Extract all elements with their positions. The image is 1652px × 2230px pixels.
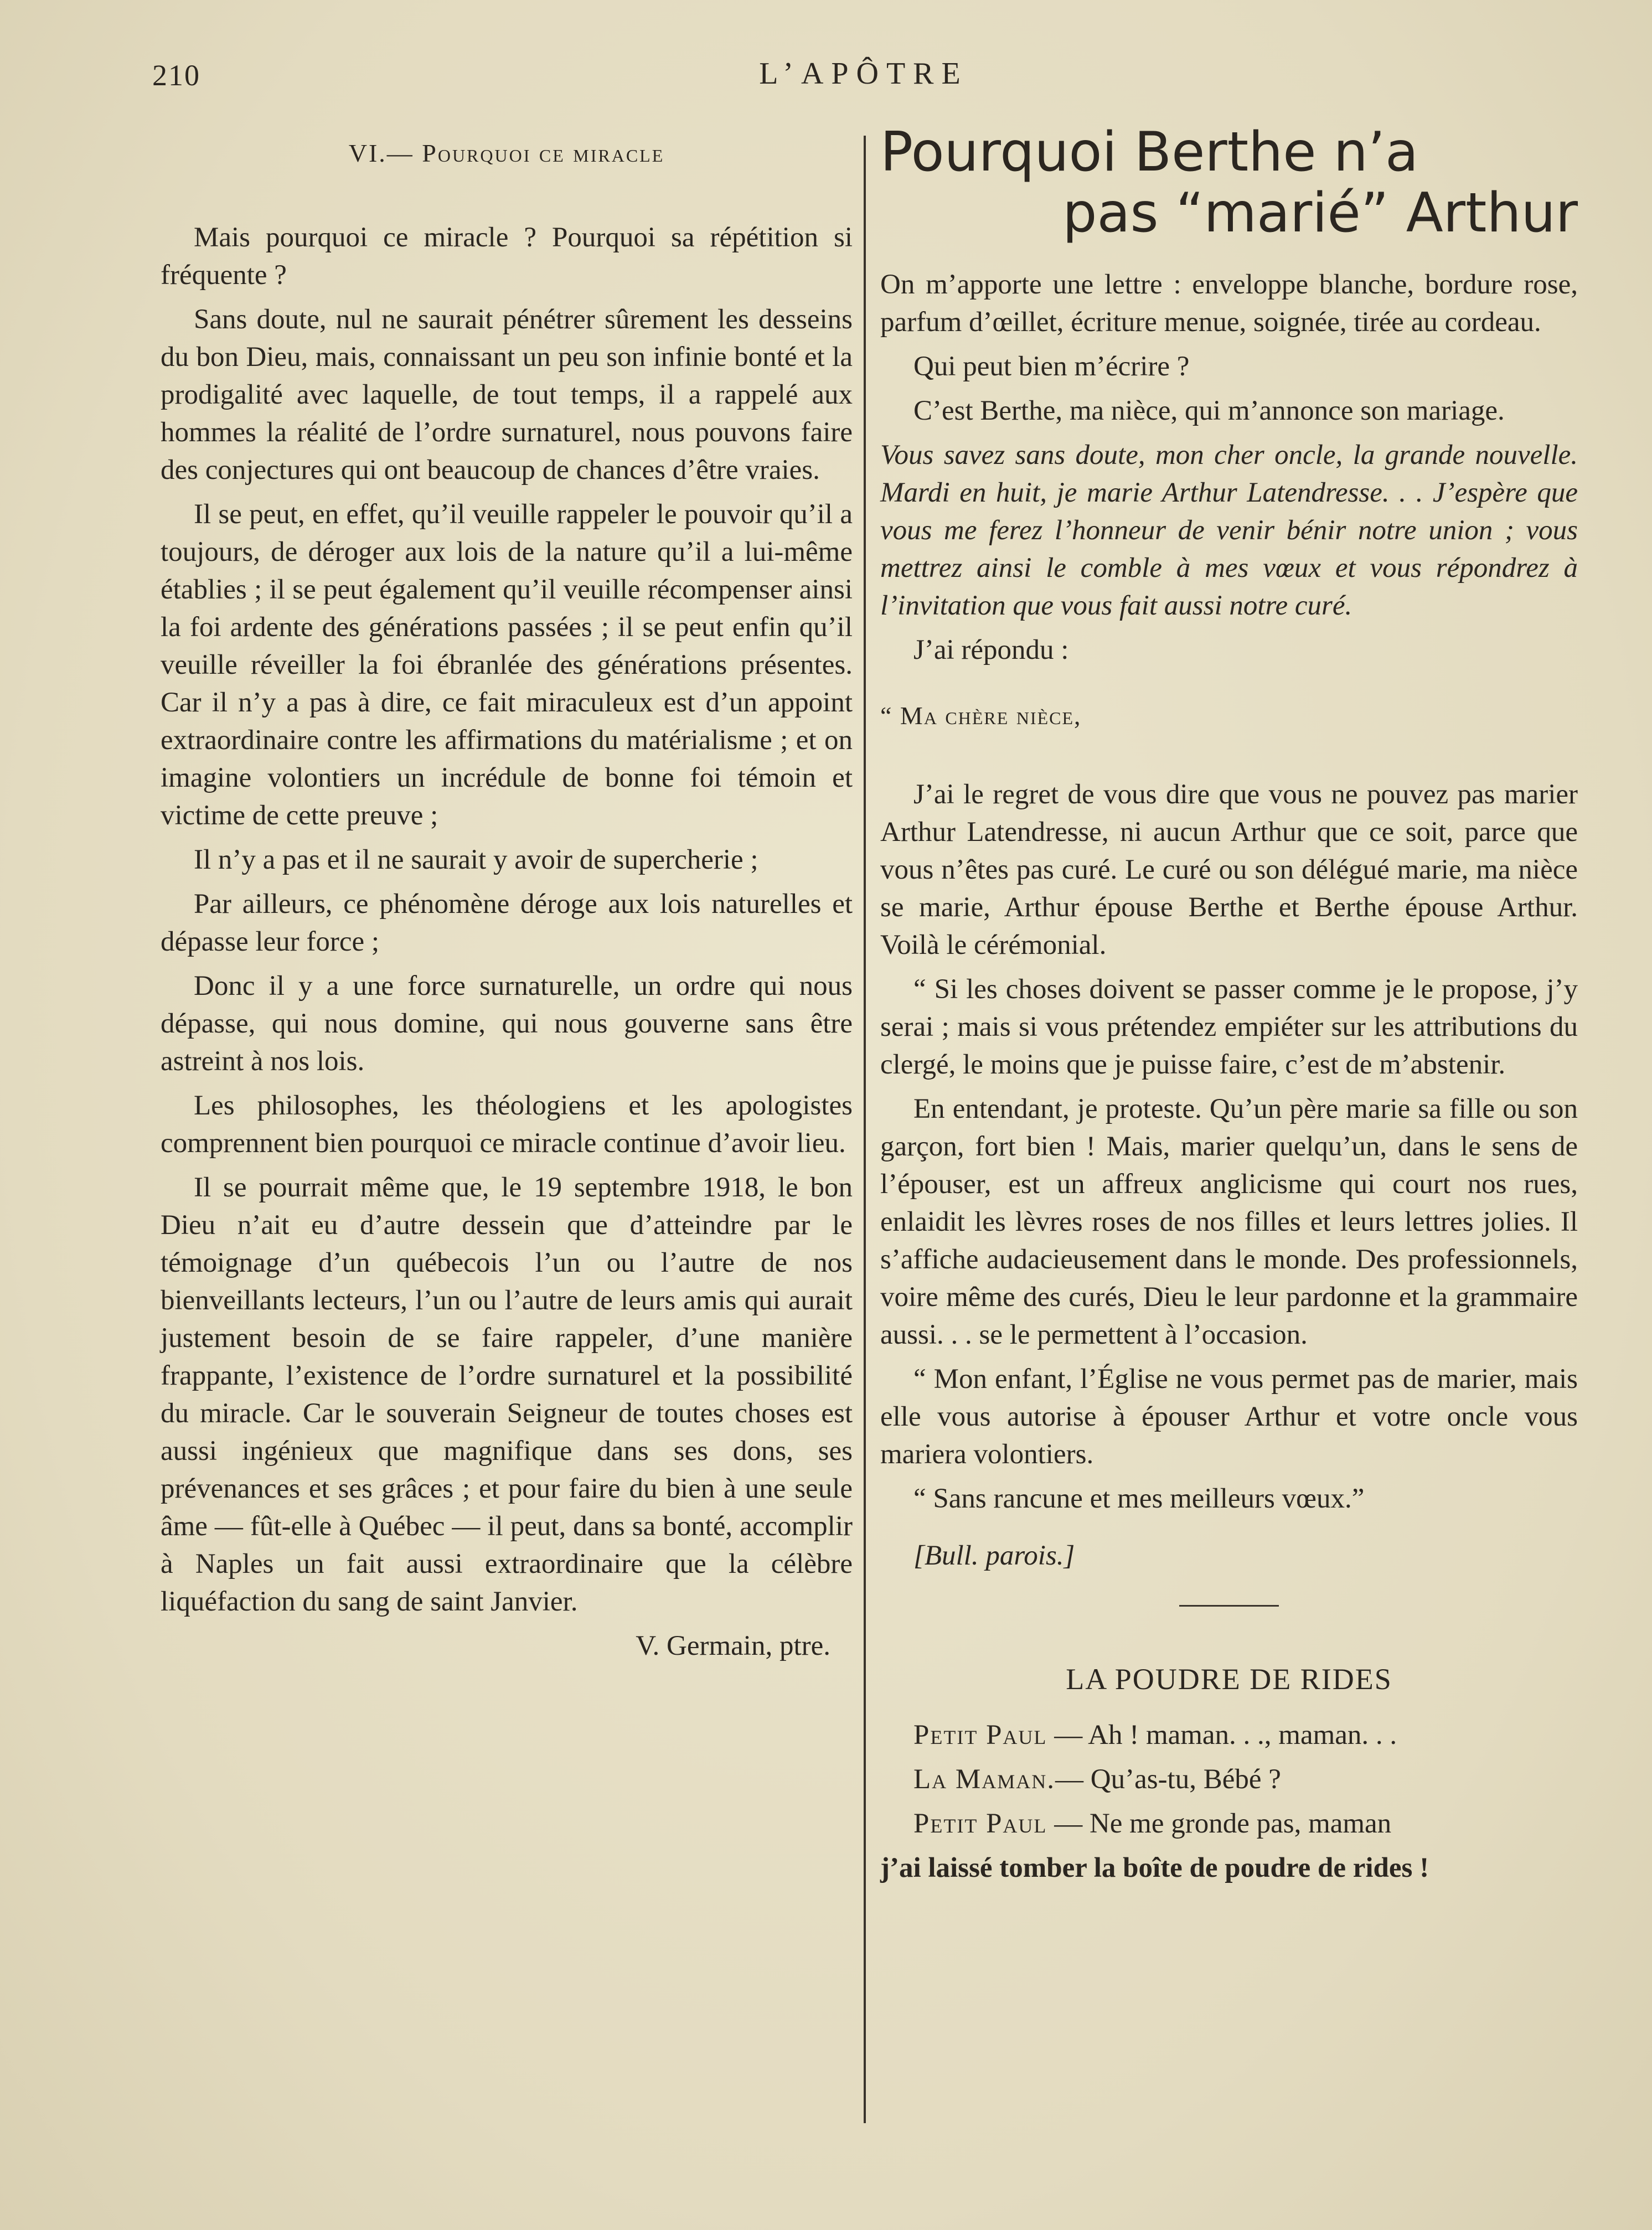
section-heading-text: VI.— Pourquoi ce miracle: [348, 139, 665, 167]
dialogue-speaker: Petit Paul: [913, 1720, 1047, 1751]
reply-intro: J’ai répondu :: [913, 634, 1069, 665]
right-paragraph: On m’apporte une lettre : enveloppe blanche, bordure rose, parfum d’œillet, écriture menue, soignée, tirée au cordeau.: [880, 269, 1578, 338]
section-rule: [1179, 1605, 1279, 1607]
dialogue-line: [880, 1761, 1578, 1798]
source-citation: [Bull. parois.]: [913, 1540, 1075, 1571]
reply-paragraph: J’ai le regret de vous dire que vous ne pouvez pas marier Arthur Latendresse, ni aucun Arthur que ce soit, parce que vous n’êtes pas curé. Le curé ou son délégué marie, ma nièce se marie, Arthur épouse Berthe et Berthe épouse Arthur. Voilà le cérémonial.: [880, 779, 1578, 961]
page-header: [152, 53, 1575, 102]
reply-paragraph: “ Mon enfant, l’Église ne vous permet pas de marier, mais elle vous autorise à épouser Arthur et votre oncle vous mariera volontiers.: [880, 1364, 1578, 1470]
right-paragraph: Qui peut bien m’écrire ?: [913, 351, 1190, 382]
right-paragraph: C’est Berthe, ma nièce, qui m’annonce son mariage.: [913, 395, 1505, 426]
reply-paragraph: “ Si les choses doivent se passer comme je le propose, j’y serai ; mais si vous prétendez empiéter sur les attributions du clergé, le moins que je puisse faire, c’est de m’abstenir.: [880, 974, 1578, 1080]
dialogue-text: — Ah ! maman. . ., maman. . .: [1047, 1720, 1397, 1751]
article-title-line-1: Pourquoi Berthe n’a: [880, 121, 1419, 184]
left-paragraph: Donc il y a une force surnaturelle, un ordre qui nous dépasse, qui nous domine, qui nous gouverne sans être astreint à nos lois.: [161, 971, 853, 1077]
page-number: 210: [152, 59, 200, 92]
left-paragraph: Il se peut, en effet, qu’il veuille rappeler le pouvoir qu’il a toujours, de déroger aux lois de la nature qu’il a lui-même établies ; il se peut également qu’il veuille récompenser ainsi la foi ardente des générations passées ; il se peut enfin qu’il veuille réveiller la foi ébranlée des générations présentes. Car il n’y a pas à dire, ce fait miraculeux est d’un appoint extraordinaire contre les affirmations du matérialisme ; et on imagine volontiers un incrédule de bonne foi témoin et victime de cette preuve ;: [161, 499, 853, 831]
dialogue-speaker: Petit Paul: [913, 1808, 1047, 1839]
salutation: “ Ma chère nièce,: [880, 701, 1082, 730]
dialogue-line: [880, 1805, 1578, 1842]
article-title: [880, 122, 1578, 244]
dialogue-text: — Ne me gronde pas, maman: [1047, 1808, 1392, 1839]
dialogue-text: — Qu’as-tu, Bébé ?: [1055, 1764, 1281, 1795]
left-paragraph: Mais pourquoi ce miracle ? Pourquoi sa répétition si fréquente ?: [161, 222, 853, 291]
second-article-title: LA POUDRE DE RIDES: [1066, 1663, 1392, 1696]
author-signature: V. Germain, ptre.: [636, 1630, 830, 1661]
article-title-line-2: pas “marié” Arthur: [1062, 182, 1578, 245]
left-paragraph: Sans doute, nul ne saurait pénétrer sûrement les desseins du bon Dieu, mais, connaissant un peu son infinie bonté et la prodigalité avec laquelle, de tout temps, il a rappelé aux hommes la réalité de l’ordre surnaturel, nous pouvons faire des conjectures qui ont beaucoup de chances d’être vraies.: [161, 304, 853, 486]
letter-quote: Vous savez sans doute, mon cher oncle, la grande nouvelle. Mardi en huit, je marie Arthur Latendresse. . . J’espère que vous me ferez l’honneur de venir bénir notre union ; vous mettrez ainsi le comble à mes vœux et vous répondrez à l’invitation que vous fait aussi notre curé.: [880, 440, 1578, 621]
reply-paragraph: “ Sans rancune et mes meilleurs vœux.”: [913, 1483, 1365, 1514]
left-paragraph: Il n’y a pas et il ne saurait y avoir de supercherie ;: [194, 844, 758, 875]
section-heading: [161, 138, 853, 168]
left-column: [161, 138, 853, 1665]
dialogue-speaker: La Maman.: [913, 1764, 1056, 1795]
right-column: [880, 122, 1578, 1893]
left-paragraph: Par ailleurs, ce phénomène déroge aux lois naturelles et dépasse leur force ;: [161, 889, 853, 957]
running-title: L’APÔTRE: [759, 56, 968, 91]
column-divider: [864, 136, 866, 2123]
reply-paragraph: En entendant, je proteste. Qu’un père marie sa fille ou son garçon, fort bien ! Mais, marier quelqu’un, dans le sens de l’épouser, est un affreux anglicisme qui court nos rues, enlaidit les lèvres roses de nos filles et leurs lettres jolies. Il s’affiche audacieusement dans le monde. Des professionnels, voire même des curés, Dieu le leur pardonne et la grammaire aussi. . . se le permettent à l’occasion.: [880, 1093, 1578, 1350]
left-paragraph: Les philosophes, les théologiens et les apologistes comprennent bien pourquoi ce miracle continue d’avoir lieu.: [161, 1090, 853, 1159]
dialogue-line: [880, 1716, 1578, 1754]
left-paragraph: Il se pourrait même que, le 19 septembre 1918, le bon Dieu n’ait eu d’autre dessein que d’atteindre par le témoignage d’un québecois l’un ou l’autre de nos bienveillants lecteurs, l’un ou l’autre de leurs amis qui aurait justement besoin de se faire rappeler, d’une manière frappante, l’existence de l’ordre surnaturel et la possibilité du miracle. Car le souverain Seigneur de toutes choses est aussi ingénieux que magnifique dans ses dons, ses prévenances et ses grâces ; et pour faire du bien à une seule âme — fût-elle à Québec — il peut, dans sa bonté, accomplir à Naples un fait aussi extraordinaire que la célèbre liquéfaction du sang de saint Janvier.: [161, 1172, 853, 1617]
closing-line: j’ai laissé tomber la boîte de poudre de rides !: [880, 1852, 1429, 1883]
